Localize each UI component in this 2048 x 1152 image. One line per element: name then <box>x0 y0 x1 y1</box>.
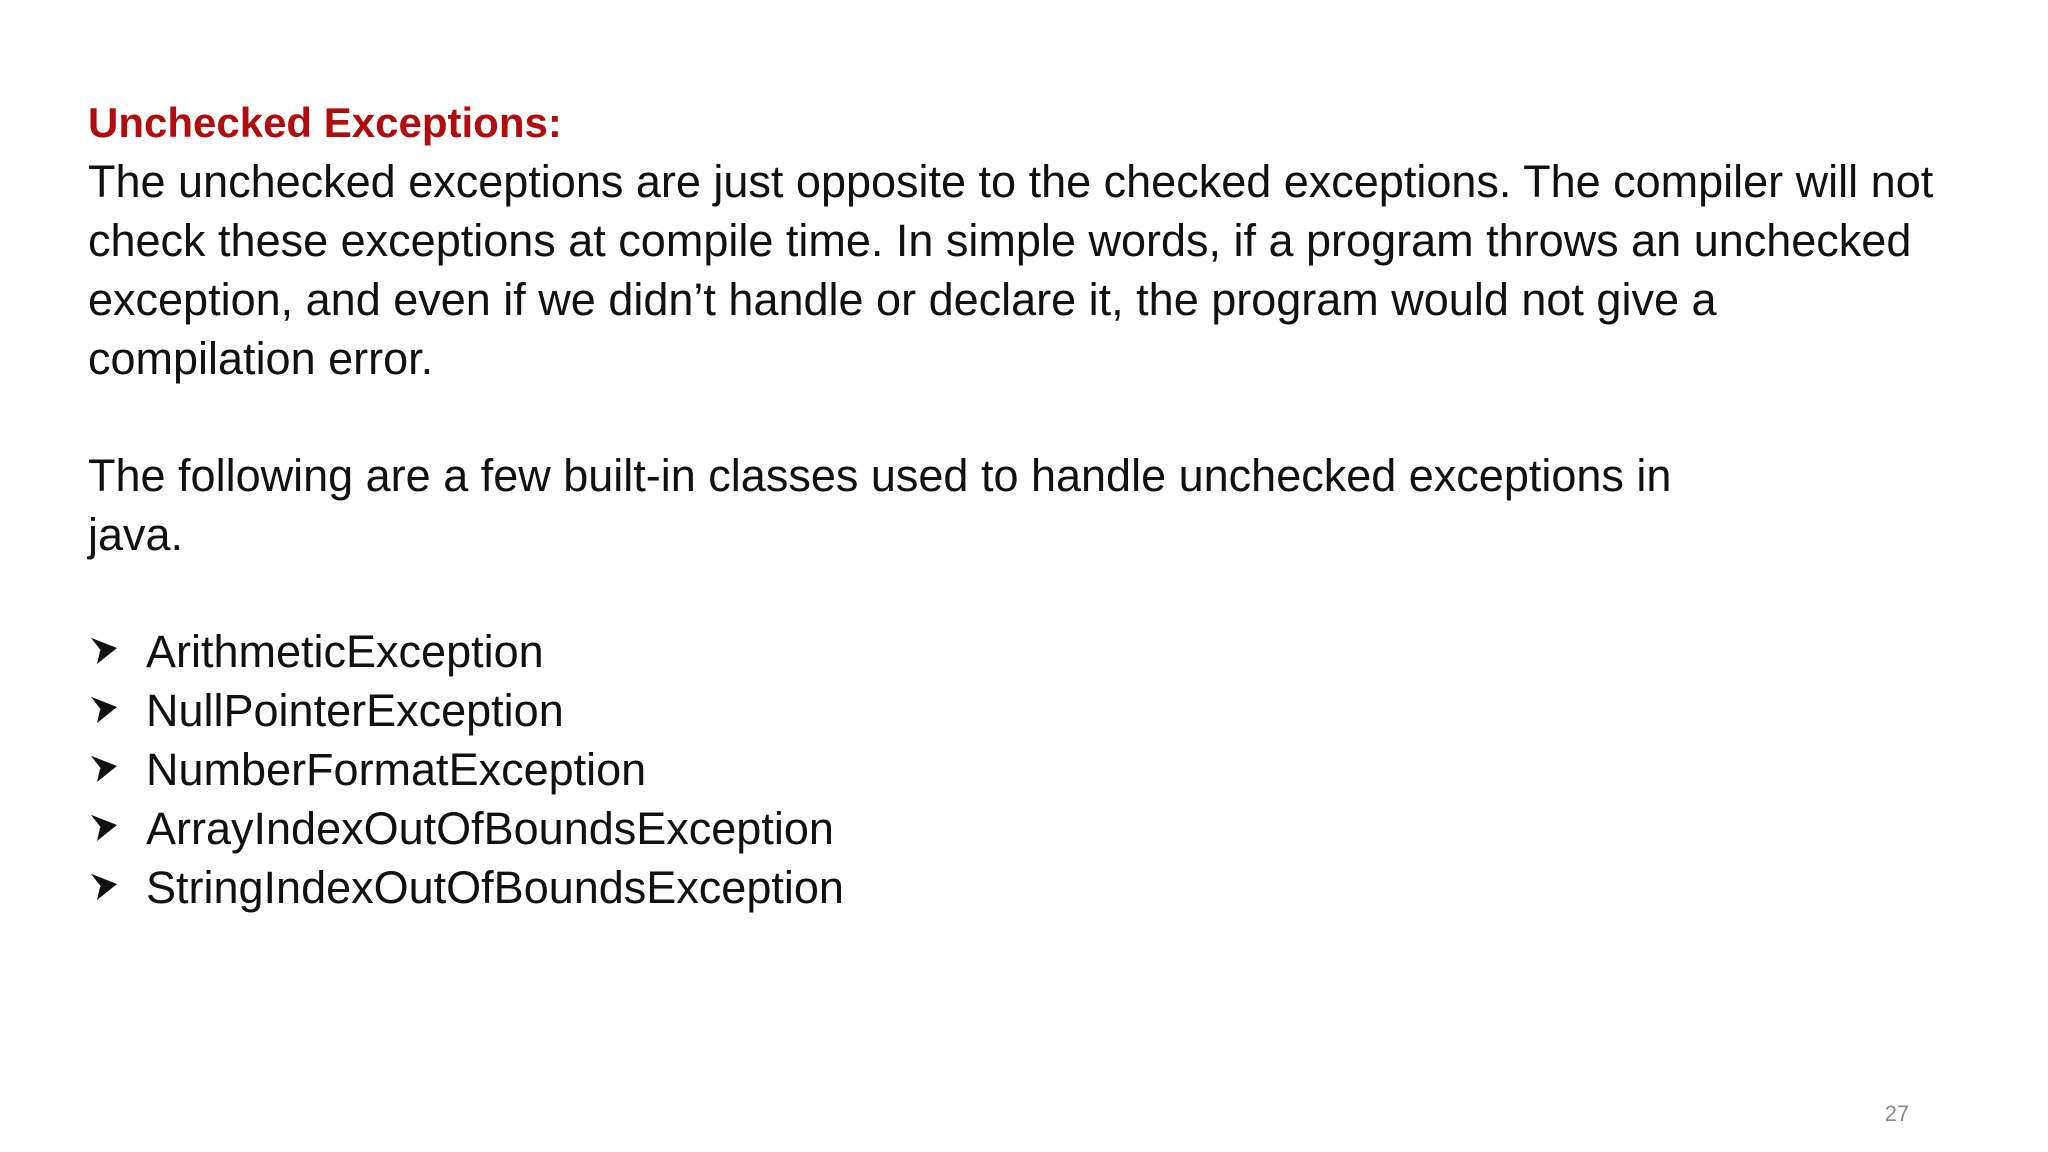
paragraph-unchecked-description <box>88 152 1988 388</box>
paragraph-line: The following are a few built-in classes used to handle unchecked exceptions in <box>88 450 1672 501</box>
exception-name: NumberFormatException <box>146 744 647 795</box>
exception-name: ArithmeticException <box>146 626 544 677</box>
paragraph-line: compilation error. <box>88 333 434 384</box>
list-item <box>88 799 1988 858</box>
spacer <box>88 564 1988 622</box>
paragraph-line: check these exceptions at compile time. In simple words, if a program throws an unchecked <box>88 215 1912 266</box>
arrowhead-bullet-icon <box>88 757 146 783</box>
arrowhead-bullet-icon <box>88 875 146 901</box>
arrowhead-bullet-icon <box>88 816 146 842</box>
list-item <box>88 740 1988 799</box>
paragraph-line: java. <box>88 509 184 560</box>
spacer <box>88 388 1988 446</box>
exception-list <box>88 622 1988 917</box>
exception-name: StringIndexOutOfBoundsException <box>146 862 844 913</box>
exception-name: NullPointerException <box>146 685 564 736</box>
list-item <box>88 858 1988 917</box>
slide-content <box>88 94 1988 917</box>
paragraph-line: exception, and even if we didn’t handle or declare it, the program would not give a <box>88 274 1717 325</box>
arrowhead-bullet-icon <box>88 639 146 665</box>
slide-heading: Unchecked Exceptions: <box>88 99 562 146</box>
page-number: 27 <box>1884 1101 1910 1126</box>
paragraph-line: The unchecked exceptions are just opposite to the checked exceptions. The compiler will not <box>88 156 1934 207</box>
arrowhead-bullet-icon <box>88 698 146 724</box>
exception-name: ArrayIndexOutOfBoundsException <box>146 803 834 854</box>
list-item <box>88 681 1988 740</box>
list-item <box>88 622 1988 681</box>
paragraph-builtin-classes <box>88 446 1988 564</box>
